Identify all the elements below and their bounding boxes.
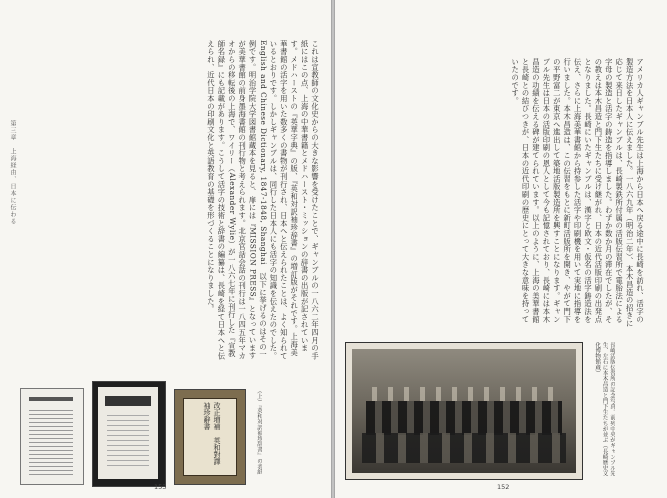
right-page-number: 152 (497, 483, 510, 491)
group-photo-caption: 長崎活版伝習所の記念写真。前列中央がギャンブル先生、左右に本木昌造と門下生たちが並ぶ（長崎歴史文化博物館蔵） (594, 342, 615, 477)
right-body-text: アメリカ人ギャンブル先生は上海から日本へ戻る途中に長崎を訪れ、活字の製造方法を日本人に伝えました。一八六九年（明治二年）、本木昌造の招きに応じて来日したギャンブルは、長崎製鉄所付属の活版伝習所で電胎法による字母の製造と活字の鋳造を指導しました。わずか数か月の滞在でしたが、その教えは本木昌造と門下生たちに受け継がれ、日本の近代活版印刷の出発点となりました。長崎にいたギャンブルは、漢字と欧文・仮名の活字鋳造法を伝え、さらに上海美華書館から持参した活字や印刷機を用いて実地に指導を行いました。本木昌造は、この伝習をもとに新町活版所を開き、やがて門下の平野富二が東京へ進出して築地活版製造所を興すことになります。ギャンブル先生は日本の活版印刷の恩人として今も記憶されており、長崎には本木昌造の功績を伝える碑が建てられています。以上のように、上海の美華書館と長崎との結びつきが、日本の近代印刷の歴史にとって大きな意味を持っていたのです。 (511, 58, 645, 328)
left-page (0, 0, 331, 498)
left-page-number: 153 (154, 483, 167, 491)
group-photo (345, 342, 583, 480)
right-page (335, 0, 667, 498)
printed-page-image (20, 388, 84, 485)
left-body-text: これは宣教師の文化史からの大きな影響を受けたことで、ギャンブルの一八六二年四月の手紙にはこの点、上海の中華書籍とメドハースト・ミッションの辞書の出版が記されています。メドハーストの『英華字典』の版、『英和対訳袖珍辞書』の増訂版がそれです。上海美華書館の活字を用いた数多くの書物が刊行され、日本へと伝えられたことは、よく知られているとおりです。しかしギャンブルは、同行した日本人にも活字の知識を伝えたのでした。English and Chinese Dictionary, 1847-1848, Shanghai 以下に挙げるのはその一例です。明治学院大学図書館蔵本を見ると、扉には『MISSION PRESS』となっていますが美華書館の前身墨海書館の刊行物と考えられます。北京官話会話の刊行は一八四五年マカオからの移転後の上海で、ワイリー（Alexander Wylie）が一八六七年に刊行した『宣教師名録』にも記載があります。こうして活字の技術と辞書の編纂は、長崎を経て日本へと伝えられ、近代日本の印刷文化と英語教育の基礎を形づくることになりました。 (206, 40, 320, 360)
dictionary-cover-image (174, 389, 246, 485)
dictionary-cover-label: 改正増補 英和對譯袖珍辭書 (203, 402, 221, 465)
dictionary-dark-cover-image (92, 381, 166, 487)
running-head: 第三章 上海経由、日本に伝わる (9, 120, 16, 225)
dictionary-caption: （上）『英和対訳袖珍辞書』の表紙 (256, 388, 262, 475)
